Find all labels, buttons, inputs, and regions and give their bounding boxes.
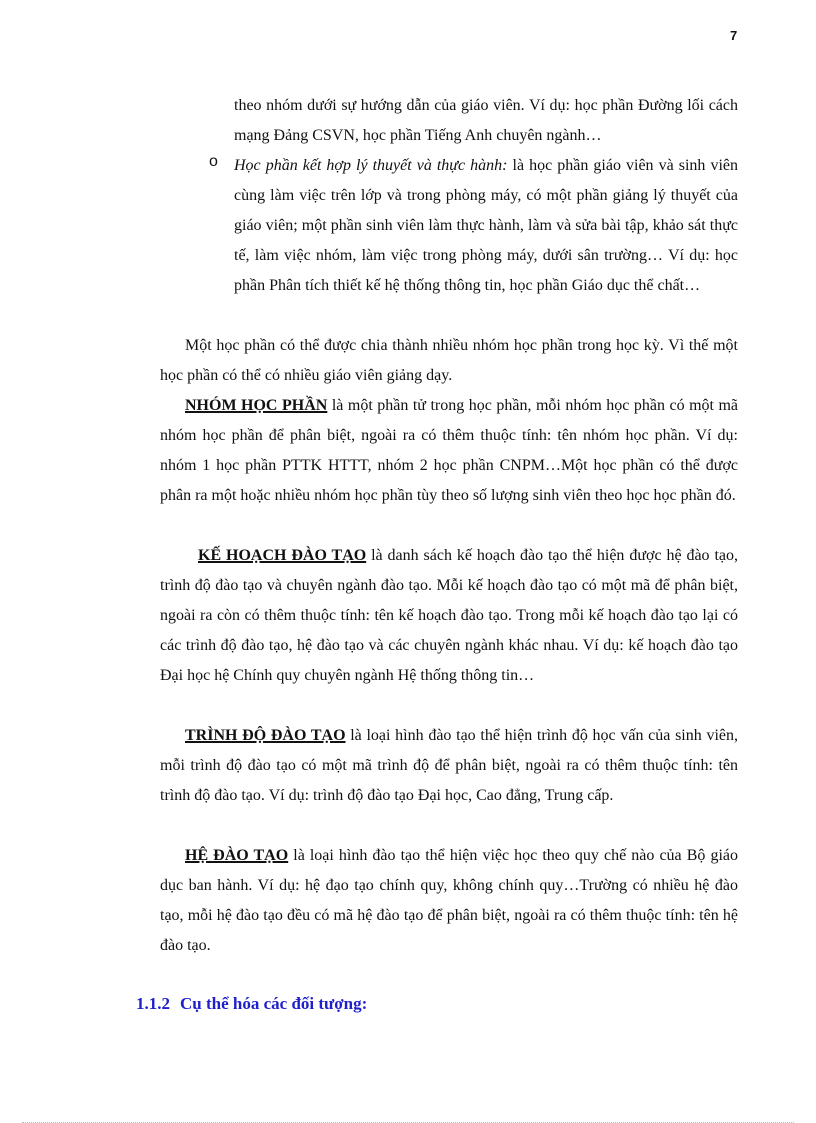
paragraph-he-dao-tao (160, 841, 738, 961)
paragraph-trinh-do-dao-tao (160, 721, 738, 811)
paragraph-course-groups: Một học phần có thể được chia thành nhiều nhóm học phần trong học kỳ. Vì thế một học phần có thể có nhiều giáo viên giảng dạy. (160, 337, 738, 384)
page-number: 7 (730, 28, 738, 43)
section-heading (136, 994, 367, 1014)
bullet-continuation: theo nhóm dưới sự hướng dẫn của giáo viên. Ví dụ: học phần Đường lối cách mạng Đảng CSVN, học phần Tiếng Anh chuyên ngành… (234, 97, 738, 144)
term-ke-hoach-dao-tao: KẾ HOẠCH ĐÀO TẠO (198, 547, 367, 564)
paragraph-ke-hoach-dao-tao (160, 541, 738, 691)
section-number: 1.1.2 (136, 994, 170, 1013)
section-title: Cụ thể hóa các đối tượng: (180, 994, 368, 1013)
term-he-dao-tao: HỆ ĐÀO TẠO (185, 847, 289, 864)
paragraph-nhom-hoc-phan (160, 391, 738, 511)
paragraph-text: là danh sách kế hoạch đào tạo thể hiện được hệ đào tạo, trình độ đào tạo và chuyên ngành đào tạo. Mỗi kế hoạch đào tạo có một mã để phân biệt, ngoài ra còn có thêm thuộc tính: tên kế hoạch đào tạo. Trong mỗi kế hoạch đào tạo lại có các trình độ đào tạo, hệ đào tạo và các chuyên ngành khác nhau. Ví dụ: kế hoạch đào tạo Đại học hệ Chính quy chuyên ngành Hệ thống thông tin… (160, 547, 739, 684)
term-nhom-hoc-phan: NHÓM HỌC PHẦN (185, 397, 328, 414)
bullet-item-mixed-course (234, 151, 738, 301)
bullet-marker: o (209, 153, 218, 170)
term-trinh-do-dao-tao: TRÌNH ĐỘ ĐÀO TẠO (185, 727, 346, 744)
paragraph-text: là loại hình đào tạo thể hiện trình độ học vấn của sinh viên, mỗi trình độ đào tạo có một mã trình độ để phân biệt, ngoài ra có thêm thuộc tính: tên trình độ đào tạo. Ví dụ: trình độ đào tạo Đại học, Cao đẳng, Trung cấp. (160, 727, 738, 804)
paragraph-text: là một phần tử trong học phần, mỗi nhóm học phần có một mã nhóm học phần để phân biệt, ngoài ra có thêm thuộc tính: tên nhóm học phần. Ví dụ: nhóm 1 học phần PTTK HTTT, nhóm 2 học phần CNPM…Một học phần có thể được phân ra một hoặc nhiều nhóm học phần tùy theo số lượng sinh viên theo học học phần đó. (160, 397, 738, 504)
paragraph-text: là loại hình đào tạo thể hiện việc học theo quy chế nào của Bộ giáo dục ban hành. Ví dụ: hệ đạo tạo chính quy, không chính quy…Trường có nhiều hệ đào tạo, mỗi hệ đào tạo đều có mã hệ đào tạo để phân biệt, ngoài ra có thêm thuộc tính: tên hệ đào tạo. (160, 847, 738, 954)
bullet-text: là học phần giáo viên và sinh viên cùng làm việc trên lớp và trong phòng máy, có một phần giảng lý thuyết của giáo viên; một phần sinh viên làm thực hành, làm và sửa bài tập, khảo sát thực tế, làm việc nhóm, làm việc trong phòng máy, dưới sân trường… Ví dụ: học phần Phân tích thiết kế hệ thống thông tin, học phần Giáo dục thể chất… (234, 157, 738, 294)
bullet-term: Học phần kết hợp lý thuyết và thực hành: (234, 157, 508, 174)
